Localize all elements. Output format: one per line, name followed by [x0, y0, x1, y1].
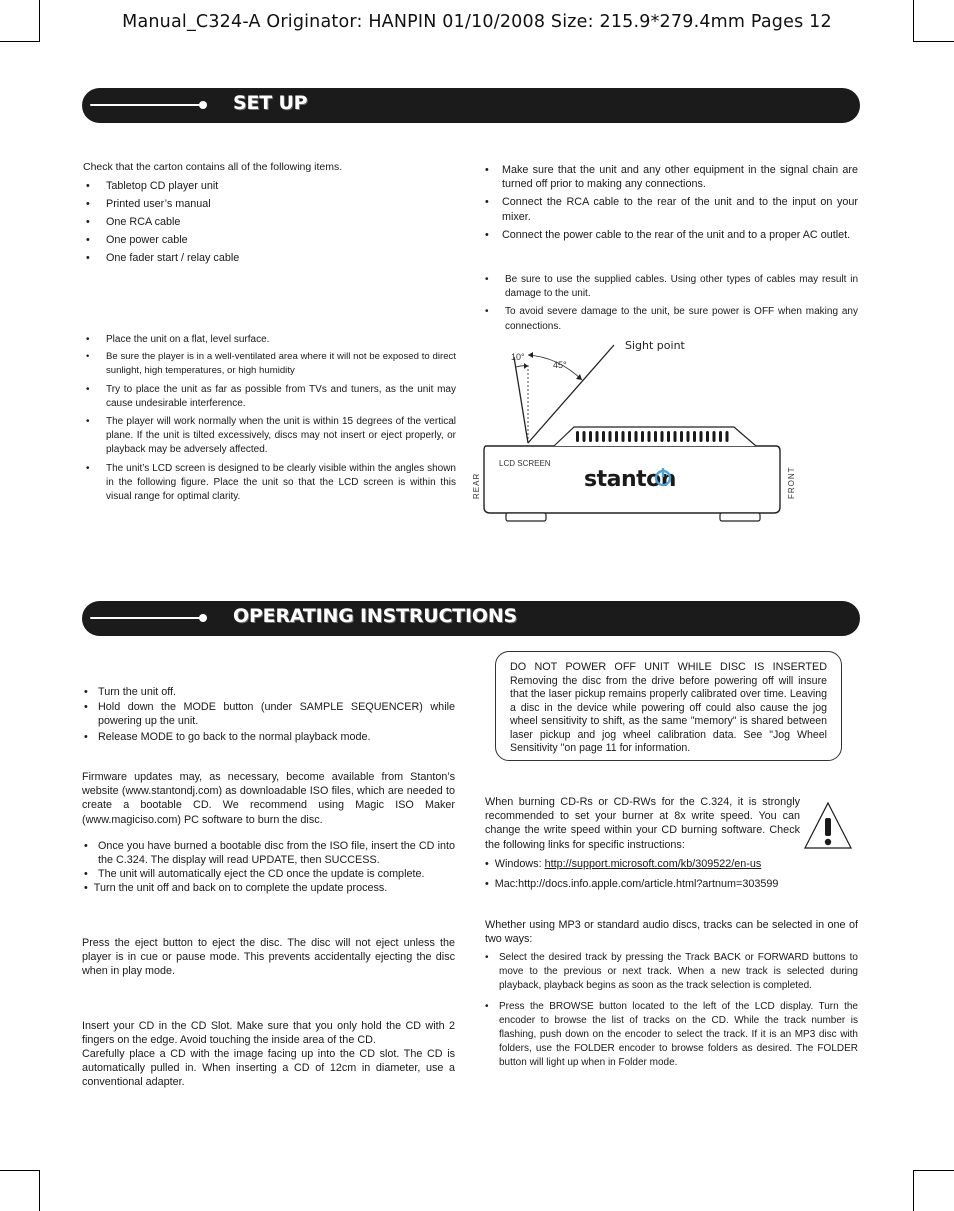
list-item: • One fader start / relay cable — [86, 249, 446, 267]
vent-slot — [719, 431, 722, 442]
burning-paragraph: When burning CD-Rs or CD-RWs for the C.324, it is strongly recommended to set your burner at 8x write speed. You can change the write speed within your CD burning software. Check the following links for specific instructions: — [485, 796, 800, 851]
connection-list — [485, 163, 858, 242]
angle-label-10: 10° — [511, 352, 525, 362]
placement-list — [86, 333, 456, 504]
list-item: • Turn the unit off. — [84, 685, 455, 699]
firmware-last-item — [84, 881, 455, 895]
list-item: • Once you have burned a bootable disc from the ISO file, insert the CD into the C.324. The display will read UPDATE, then SUCCESS. — [84, 839, 455, 867]
vent-slot — [589, 431, 592, 442]
crop-mark — [913, 1170, 914, 1211]
mac-text: Mac:http://docs.info.apple.com/article.html?artnum=303599 — [494, 878, 779, 890]
angle-label-45: 45° — [553, 360, 567, 370]
sight-point-label: Sight point — [625, 339, 685, 352]
windows-label: Windows: — [494, 858, 545, 870]
crop-mark — [913, 41, 954, 42]
vent-slot — [609, 431, 612, 442]
brand-logo: stanton — [584, 467, 676, 492]
operating-title: OPERATING INSTRUCTIONS — [233, 605, 518, 627]
list-item: • The player will work normally when the unit is within 15 degrees of the vertical plane. If the unit is tilted excessively, discs may not insert or eject properly, or playback may be adversely affected. — [86, 415, 456, 458]
viewing-angle-figure — [466, 335, 816, 530]
list-item: • Be sure the player is in a well-ventilated area where it will not be exposed to direct sunlight, high temperatures, or high humidity — [86, 350, 456, 378]
list-item: • Press the BROWSE button located to the left of the LCD display. Turn the encoder to browse the list of tracks on the CD. While the track number is flashing, push down on the encoder to select the track. If it is an MP3 disc with folders, use the FOLDER encoder to browse folders as desired. The FOLDER button will light up when in Folder mode. — [485, 1000, 858, 1071]
warning-body: Removing the disc from the drive before powering off will insure that the laser pickup remains properly calibrated over time. Leaving a disc in the device while powering off could also cause the jog wheel sensitivity to shift, as the same "memory" is shared between laser pickup and jog wheel calibration data. See "Jog Wheel Sensitivity "on page 11 for information. — [510, 674, 827, 755]
vent-slot — [654, 431, 657, 442]
vent-slot — [576, 431, 579, 442]
vent-slot — [583, 431, 586, 442]
power-off-warning-box — [495, 651, 842, 761]
vent-slot — [687, 431, 690, 442]
list-item: • Select the desired track by pressing the Track BACK or FORWARD buttons to move to the previous or next track. When a new track is selected during playback, playback begins as soon as the track selection is completed. — [485, 951, 858, 994]
list-item: • One power cable — [86, 231, 446, 249]
vent-slot — [641, 431, 644, 442]
firmware-paragraph: Firmware updates may, as necessary, become available from Stanton’s website (www.stantondj.com) as downloadable ISO files, which are needed to create a bootable CD. We recommend using Magic ISO Maker (www.magiciso.com) PC software to burn the disc. — [82, 771, 455, 826]
insert-paragraph-2: Carefully place a CD with the image facing up into the CD slot. The CD is automatically pulled in. When inserting a CD of 12cm in diameter, use a conventional adapter. — [82, 1048, 455, 1089]
vent-slot — [615, 431, 618, 442]
crop-mark — [0, 1170, 40, 1171]
vent-slot — [622, 431, 625, 442]
front-label: FRONT — [787, 466, 796, 499]
list-item: • Tabletop CD player unit — [86, 177, 446, 195]
arc-arrow — [524, 363, 528, 369]
vertical-reference-line — [514, 357, 528, 443]
vent-slot — [706, 431, 709, 442]
list-item: • Try to place the unit as far as possible from TVs and tuners, as the unit may cause undesirable interference. — [86, 383, 456, 411]
vent-slot — [693, 431, 696, 442]
vent-slot — [667, 431, 670, 442]
vent-slot — [596, 431, 599, 442]
warning-heading: DO NOT POWER OFF UNIT WHILE DISC IS INSERTED — [510, 661, 827, 673]
carton-intro: Check that the carton contains all of the following items. — [83, 161, 343, 173]
list-item: • To avoid severe damage to the unit, be sure power is OFF when making any connections. — [485, 305, 858, 333]
crop-mark — [39, 1170, 40, 1211]
banner-dot — [199, 614, 207, 622]
vent-slot — [674, 431, 677, 442]
windows-link-item — [485, 857, 858, 871]
insert-paragraph-1: Insert your CD in the CD Slot. Make sure that you only hold the CD with 2 fingers on the edge. Avoid touching the inside area of the CD. — [82, 1020, 455, 1047]
bullet: • — [485, 878, 495, 890]
carton-list — [86, 177, 446, 267]
list-item: • Release MODE to go back to the normal playback mode. — [84, 730, 455, 744]
vent-slot — [628, 431, 631, 442]
list-item: • Printed user’s manual — [86, 195, 446, 213]
vent-slot — [700, 431, 703, 442]
document-header: Manual_C324-A Originator: HANPIN 01/10/2008 Size: 215.9*279.4mm Pages 12 — [122, 12, 832, 32]
setup-title: SET UP — [233, 92, 308, 114]
mac-link-item — [485, 877, 858, 891]
crop-mark — [0, 41, 40, 42]
setup-banner — [82, 88, 860, 123]
list-item: • Connect the power cable to the rear of the unit and to a proper AC outlet. — [485, 228, 858, 242]
list-item: • Make sure that the unit and any other equipment in the signal chain are turned off prior to making any connections. — [485, 163, 858, 191]
banner-rule — [90, 104, 202, 106]
list-item: • One RCA cable — [86, 213, 446, 231]
lcd-screen-label: LCD SCREEN — [499, 459, 551, 468]
update-list — [84, 685, 455, 744]
vent-slot — [635, 431, 638, 442]
device-foot — [720, 513, 760, 521]
device-foot — [506, 513, 546, 521]
caution-list — [485, 273, 858, 334]
crop-mark — [913, 1170, 954, 1171]
banner-dot — [199, 101, 207, 109]
bullet: • — [84, 882, 94, 894]
operating-banner — [82, 601, 860, 636]
track-list — [485, 951, 858, 1071]
list-item: • The unit will automatically eject the CD once the update is complete. — [84, 867, 455, 881]
vent-slot — [713, 431, 716, 442]
eject-paragraph: Press the eject button to eject the disc. The disc will not eject unless the player is in cue or pause mode. This prevents accidentally ejecting the disc when in play mode. — [82, 937, 455, 978]
vent-slot — [602, 431, 605, 442]
windows-link[interactable]: http://support.microsoft.com/kb/309522/en-us — [544, 858, 762, 870]
firmware-last-text: Turn the unit off and back on to complete the update process. — [93, 882, 388, 894]
track-paragraph: Whether using MP3 or standard audio discs, tracks can be selected in one of two ways: — [485, 919, 858, 946]
banner-rule — [90, 617, 202, 619]
list-item: • The unit’s LCD screen is designed to be clearly visible within the angles shown in the following figure. Place the unit so that the LCD screen is within this visual range for optimal clarity. — [86, 462, 456, 505]
vent-slot — [680, 431, 683, 442]
vent-slot — [661, 431, 664, 442]
bullet: • — [485, 858, 495, 870]
vent-slot — [648, 431, 651, 442]
list-item: • Place the unit on a flat, level surface. — [86, 333, 456, 347]
arc-arrow — [528, 352, 533, 358]
warning-triangle-icon — [803, 800, 853, 850]
rear-label: REAR — [472, 472, 481, 499]
vent-slot — [726, 431, 729, 442]
firmware-list — [84, 839, 455, 882]
list-item: • Be sure to use the supplied cables. Using other types of cables may result in damage to the unit. — [485, 273, 858, 301]
list-item: • Hold down the MODE button (under SAMPLE SEQUENCER) while powering up the unit. — [84, 700, 455, 728]
list-item: • Connect the RCA cable to the rear of the unit and to the input on your mixer. — [485, 195, 858, 223]
